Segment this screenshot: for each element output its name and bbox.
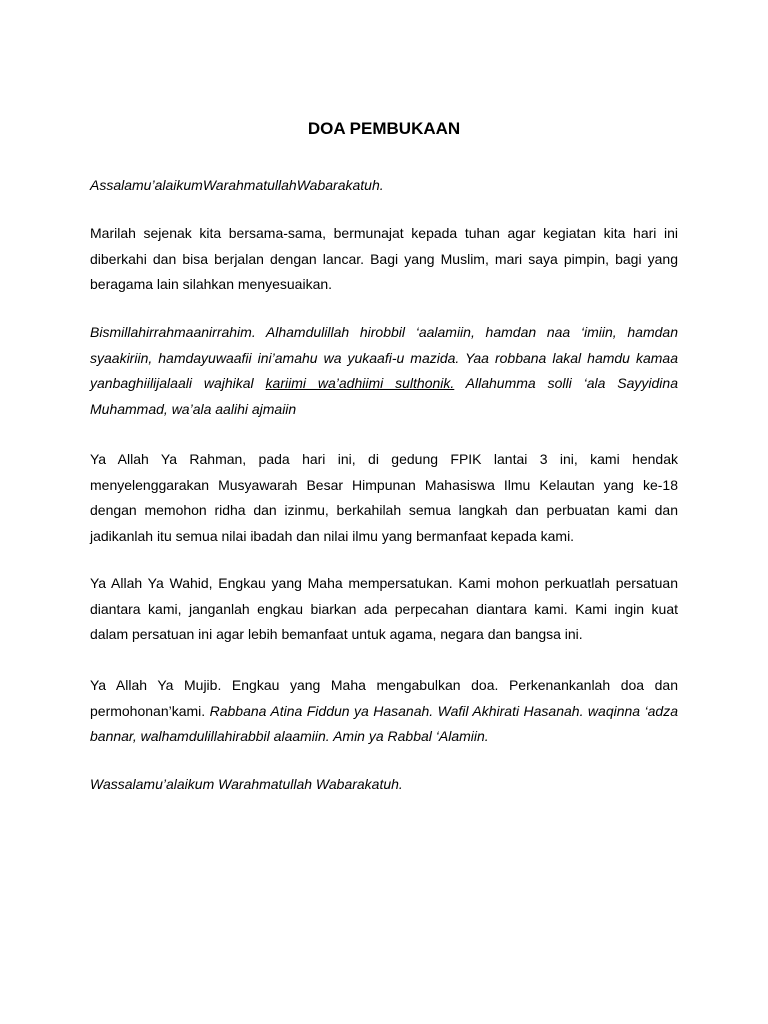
underlined-phrase: kariimi wa’adhiimi sulthonik.: [265, 375, 455, 391]
opening-prayer-continued: Allahumma solli ‘ala Sayyidina Muhammad, wa’ala aalihi ajmaiin: [90, 375, 678, 417]
document-title: DOA PEMBUKAAN: [307, 119, 461, 138]
greeting-paragraph: Assalamu’alaikumWarahmatullahWabarakatuh.: [90, 177, 384, 193]
closing-paragraph: Wassalamu’alaikum Warahmatullah Wabarakatuh.: [90, 776, 403, 792]
opening-prayer-paragraph: [90, 320, 678, 422]
ya-mujib-text: Ya Allah Ya Mujib. Engkau yang Maha mengabulkan doa. Perkenankanlah doa dan permohonan’kami.: [90, 677, 678, 719]
ya-rahman-paragraph: Ya Allah Ya Rahman, pada hari ini, di gedung FPIK lantai 3 ini, kami hendak menyelenggarakan Musyawarah Besar Himpunan Mahasiswa Ilmu Kelautan yang ke-18 dengan memohon ridha dan izinmu, berkahilah semua langkah dan perbuatan kami dan jadikanlah itu semua nilai ibadah dan nilai ilmu yang bermanfaat kepada kami.: [90, 451, 678, 544]
ya-mujib-paragraph: [90, 673, 678, 750]
rabbana-prayer-text: Rabbana Atina Fiddun ya Hasanah. Wafil Akhirati Hasanah. waqinna ‘adza bannar, walhamdulillahirabbil alaamiin. Amin ya Rabbal ‘Alamiin.: [90, 702, 678, 744]
ya-wahid-paragraph: Ya Allah Ya Wahid, Engkau yang Maha mempersatukan. Kami mohon perkuatlah persatuan diantara kami, janganlah engkau biarkan ada perpecahan diantara kami. Kami ingin kuat dalam persatuan ini agar lebih bemanfaat untuk agama, negara dan bangsa ini.: [90, 575, 678, 642]
intro-paragraph: Marilah sejenak kita bersama-sama, bermunajat kepada tuhan agar kegiatan kita hari ini diberkahi dan bisa berjalan dengan lancar. Bagi yang Muslim, mari saya pimpin, bagi yang beragama lain silahkan menyesuaikan.: [90, 225, 678, 292]
opening-prayer-text: Bismillahirrahmaanirrahim. Alhamdulillah hirobbil ‘aalamiin, hamdan naa ‘imiin, hamdan syaakiriin, hamdayuwaafii ini’amahu wa yukaafi-u mazida. Yaa robbana lakal hamdu kamaa yanbaghiilijalaali wajhikal: [90, 324, 678, 391]
